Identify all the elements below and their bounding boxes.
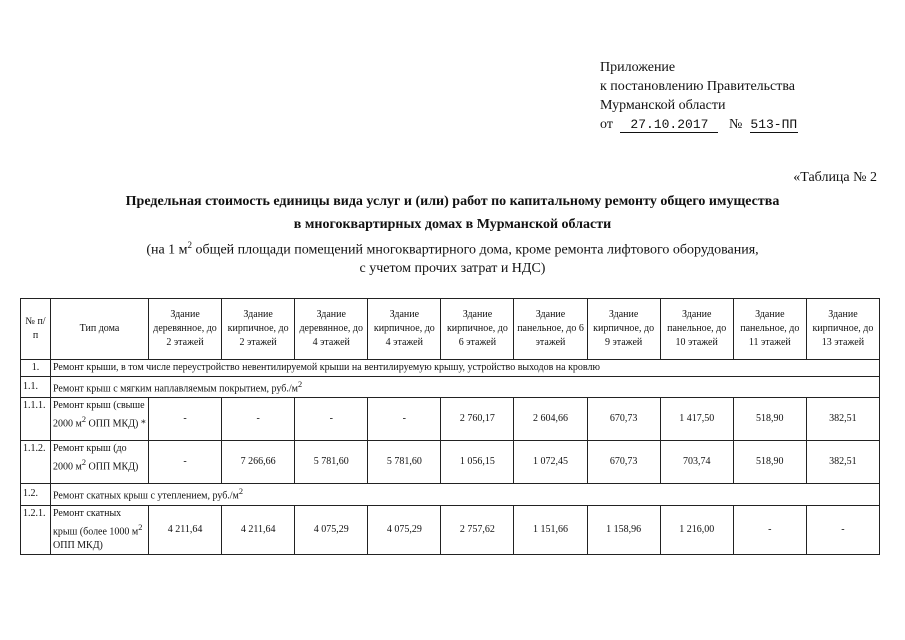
value-cell: 7 266,66 [222,441,295,484]
row-number: 1.2.1. [21,505,51,554]
value-cell: 382,51 [806,398,879,441]
house-type-sup: 2 [138,522,143,532]
header-cell: Здание кирпичное, до 13 этажей [806,299,879,360]
resolution-number: 513-ПП [750,117,798,132]
section-text: Ремонт крыш с мягким наплавляемым покрытием, руб./м [53,383,298,395]
header-cell: Здание кирпичное, до 9 этажей [587,299,660,360]
section-row [21,484,880,505]
value-cell: 2 760,17 [441,398,514,441]
from-label: от [600,117,613,132]
value-cell: - [806,505,879,554]
subtitle-line-1 [0,236,905,260]
value-cell: - [295,398,368,441]
value-cell: 4 075,29 [368,505,441,554]
row-number: 1. [21,360,51,377]
document-subtitle [0,236,905,278]
section-row [21,360,880,377]
appendix-resolution: к постановлению Правительства [600,79,796,94]
header-cell: Здание кирпичное, до 2 этажей [222,299,295,360]
header-cell: Здание кирпичное, до 4 этажей [368,299,441,360]
value-cell: 1 072,45 [514,441,587,484]
value-cell: 1 158,96 [587,505,660,554]
header-cell: Здание деревянное, до 2 этажей [149,299,222,360]
header-row [21,299,880,360]
header-cell: Тип дома [51,299,149,360]
value-cell: 5 781,60 [368,441,441,484]
house-type-sup: 2 [81,415,86,425]
number-label: № [728,117,743,132]
house-type-text: Ремонт крыш (свыше 2000 м [53,400,145,430]
row-number: 1.2. [21,484,51,505]
house-type-text-end: ОПП МКД) [86,461,139,473]
table-label: «Таблица № 2 [793,170,877,185]
header-cell: Здание панельное, до 10 этажей [660,299,733,360]
value-cell: 4 075,29 [295,505,368,554]
house-type-text: Ремонт скатных крыш (более 1000 м [53,507,139,537]
value-cell: 382,51 [806,441,879,484]
row-number: 1.1.2. [21,441,51,484]
value-cell: 518,90 [733,398,806,441]
cost-table [20,298,880,555]
title-line-2: в многоквартирных домах в Мурманской области [293,217,612,232]
appendix-title: Приложение [600,60,676,75]
subtitle-part-a: (на 1 м [146,242,188,258]
section-title [51,484,880,505]
appendix-date-line [600,115,798,134]
value-cell: 4 211,64 [222,505,295,554]
header-cell: № п/п [21,299,51,360]
section-row [21,377,880,398]
value-cell: - [368,398,441,441]
value-cell: 5 781,60 [295,441,368,484]
value-cell: 4 211,64 [149,505,222,554]
section-title [51,377,880,398]
appendix-region: Мурманской области [600,98,726,113]
house-type-text-end: ОПП МКД) * [86,418,146,430]
value-cell: 670,73 [587,398,660,441]
value-cell: - [222,398,295,441]
value-cell: 670,73 [587,441,660,484]
house-type-cell [51,505,149,554]
house-type-cell [51,398,149,441]
document-title [0,190,905,236]
table-row [21,398,880,441]
house-type-text: Ремонт крыш (до 2000 м [53,443,127,473]
subtitle-sup: 2 [187,240,193,250]
value-cell: 1 056,15 [441,441,514,484]
value-cell: - [733,505,806,554]
title-line-1: Предельная стоимость единицы вида услуг и (или) работ по капитальному ремонту общего имущества [125,194,780,209]
row-number: 1.1.1. [21,398,51,441]
house-type-sup: 2 [81,458,86,468]
section-text: Ремонт скатных крыш с утеплением, руб./м [53,490,239,502]
table-row [21,441,880,484]
value-cell: 1 216,00 [660,505,733,554]
table-row [21,505,880,554]
value-cell: 2 604,66 [514,398,587,441]
value-cell: 703,74 [660,441,733,484]
house-type-cell [51,441,149,484]
value-cell: 518,90 [733,441,806,484]
resolution-date: 27.10.2017 [620,118,718,133]
section-sup: 2 [297,380,303,389]
value-cell: - [149,398,222,441]
appendix-block [600,58,798,134]
row-number: 1.1. [21,377,51,398]
subtitle-part-b: общей площади помещений многоквартирного дома, кроме ремонта лифтового оборудования, [192,242,759,258]
value-cell: 2 757,62 [441,505,514,554]
header-cell: Здание кирпичное, до 6 этажей [441,299,514,360]
value-cell: 1 417,50 [660,398,733,441]
house-type-text-end: ОПП МКД) [53,539,103,551]
header-cell: Здание панельное, до 11 этажей [733,299,806,360]
section-title: Ремонт крыши, в том числе переустройство невентилируемой крыши на вентилируемую крышу, устройство выходов на кровлю [51,360,880,377]
section-sup: 2 [238,487,244,497]
subtitle-line-2: с учетом прочих затрат и НДС) [359,260,546,276]
header-cell: Здание деревянное, до 4 этажей [295,299,368,360]
header-cell: Здание панельное, до 6 этажей [514,299,587,360]
value-cell: 1 151,66 [514,505,587,554]
value-cell: - [149,441,222,484]
